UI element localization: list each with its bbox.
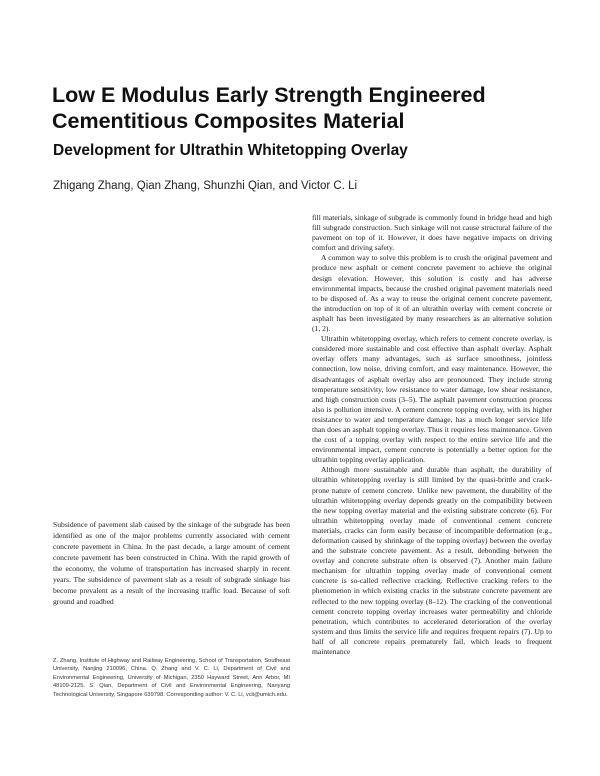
title-line-1: Low E Modulus Early Strength Engineered	[52, 83, 486, 107]
body-text-column	[312, 213, 552, 657]
paper-subtitle: Development for Ultrathin Whitetopping Overlay	[53, 142, 408, 159]
author-affiliations-footnote: Z. Zhang, Institute of Highway and Railway Engineering, School of Transportation, Southeast University, Nanjing 210096, China. Q. Zhang and V. C. Li, Department of Civil and Environmental Engineering, University of Michigan, 2350 Hayward Street, Ann Arbor, MI 48109-2125. S. Qian, Department of Civil and Environmental Engineering, Nanyang Technological University, Singapore 639798. Corresponding author: V. C. Li, vcli@umich.edu.	[53, 658, 290, 698]
body-paragraph-2: A common way to solve this problem is to crush the original pavement and produce new asphalt or cement concrete pavement to achieve the original design elevation. However, this solution is costly and has adverse environmental impacts, because the crushed original pavement materials need to be disposed of. As a way to reuse the original cement concrete pavement, the introduction on top of it of an ultrathin overlay with cement concrete or asphalt has been investigated by many researchers as an alternative solution (1, 2).	[312, 253, 552, 334]
title-line-2: Cementitious Composites Material	[52, 109, 405, 133]
paper-title	[52, 82, 572, 134]
body-paragraph-4: Although more sustainable and durable than asphalt, the durability of ultrathin whitetopping overlay is still limited by the quasi-brittle and crack-prone nature of cement concrete. Unlike new pavement, the durability of the ultrathin whitetopping overlay depends greatly on the compatibility between the new topping overlay material and the existing substrate concrete (6). For ultrathin whitetopping overlay made of conventional cement concrete materials, cracks can form easily because of incompatible deformation (e.g., deformation caused by shrinkage of the topping overlay) between the overlay and the substrate concrete pavement. As a result, debonding between the overlay and concrete substrate often is observed (7). Another main failure mechanism for ultrathin topping overlay made of conventional cement concrete is so-called reflective cracking. Reflective cracking refers to the phenomenon in which existing cracks in the substrate concrete pavement are reflected to the new topping overlay (8–12). The cracking of the conventional cement concrete topping overlay increases water permeability and chloride penetration, which contributes to accelerated deterioration of the overlay system and thus limits the service life and requires frequent repairs (7). Up to half of all concrete repairs prematurely fail, which leads to frequent maintenance	[312, 465, 552, 657]
author-list: Zhigang Zhang, Qian Zhang, Shunzhi Qian, and Victor C. Li	[53, 180, 358, 192]
body-paragraph-3: Ultrathin whitetopping overlay, which refers to cement concrete overlay, is considered more sustainable and cost effective than asphalt overlay. Asphalt overlay offers many advantages, such as surface smoothness, jointless connection, low noise, driving comfort, and easy maintenance. However, the disadvantages of asphalt overlay also are pronounced. They include strong temperature sensitivity, low resistance to water damage, low shear resistance, and high construction costs (3–5). The asphalt pavement construction process also is pollution intensive. A cement concrete topping overlay, with its higher resistance to water and temperature damage, has a much longer service life than does an asphalt topping overlay. Thus it requires less maintenance. Given the cost of a topping overlay with respect to the entire service life and the environmental impact, cement concrete is potentially a better option for the ultrathin topping overlay application.	[312, 334, 552, 465]
abstract: Subsidence of pavement slab caused by the sinkage of the subgrade has been identified as one of the major problems currently associated with cement concrete pavement in China. In the past decade, a large amount of cement concrete pavement has been constructed in China. With the rapid growth of the economy, the volume of transportation has increased sharply in recent years. The subsidence of pavement slab as a result of subgrade sinkage has become prevalent as a result of the increasing traffic load. Because of soft ground and roadbed	[53, 520, 290, 606]
body-paragraph-1: fill materials, sinkage of subgrade is commonly found in bridge head and high fill subgrade construction. Such sinkage will not cause structural failure of the pavement on top of it. However, it does have negative impacts on driving comfort and driving safety.	[312, 213, 552, 253]
